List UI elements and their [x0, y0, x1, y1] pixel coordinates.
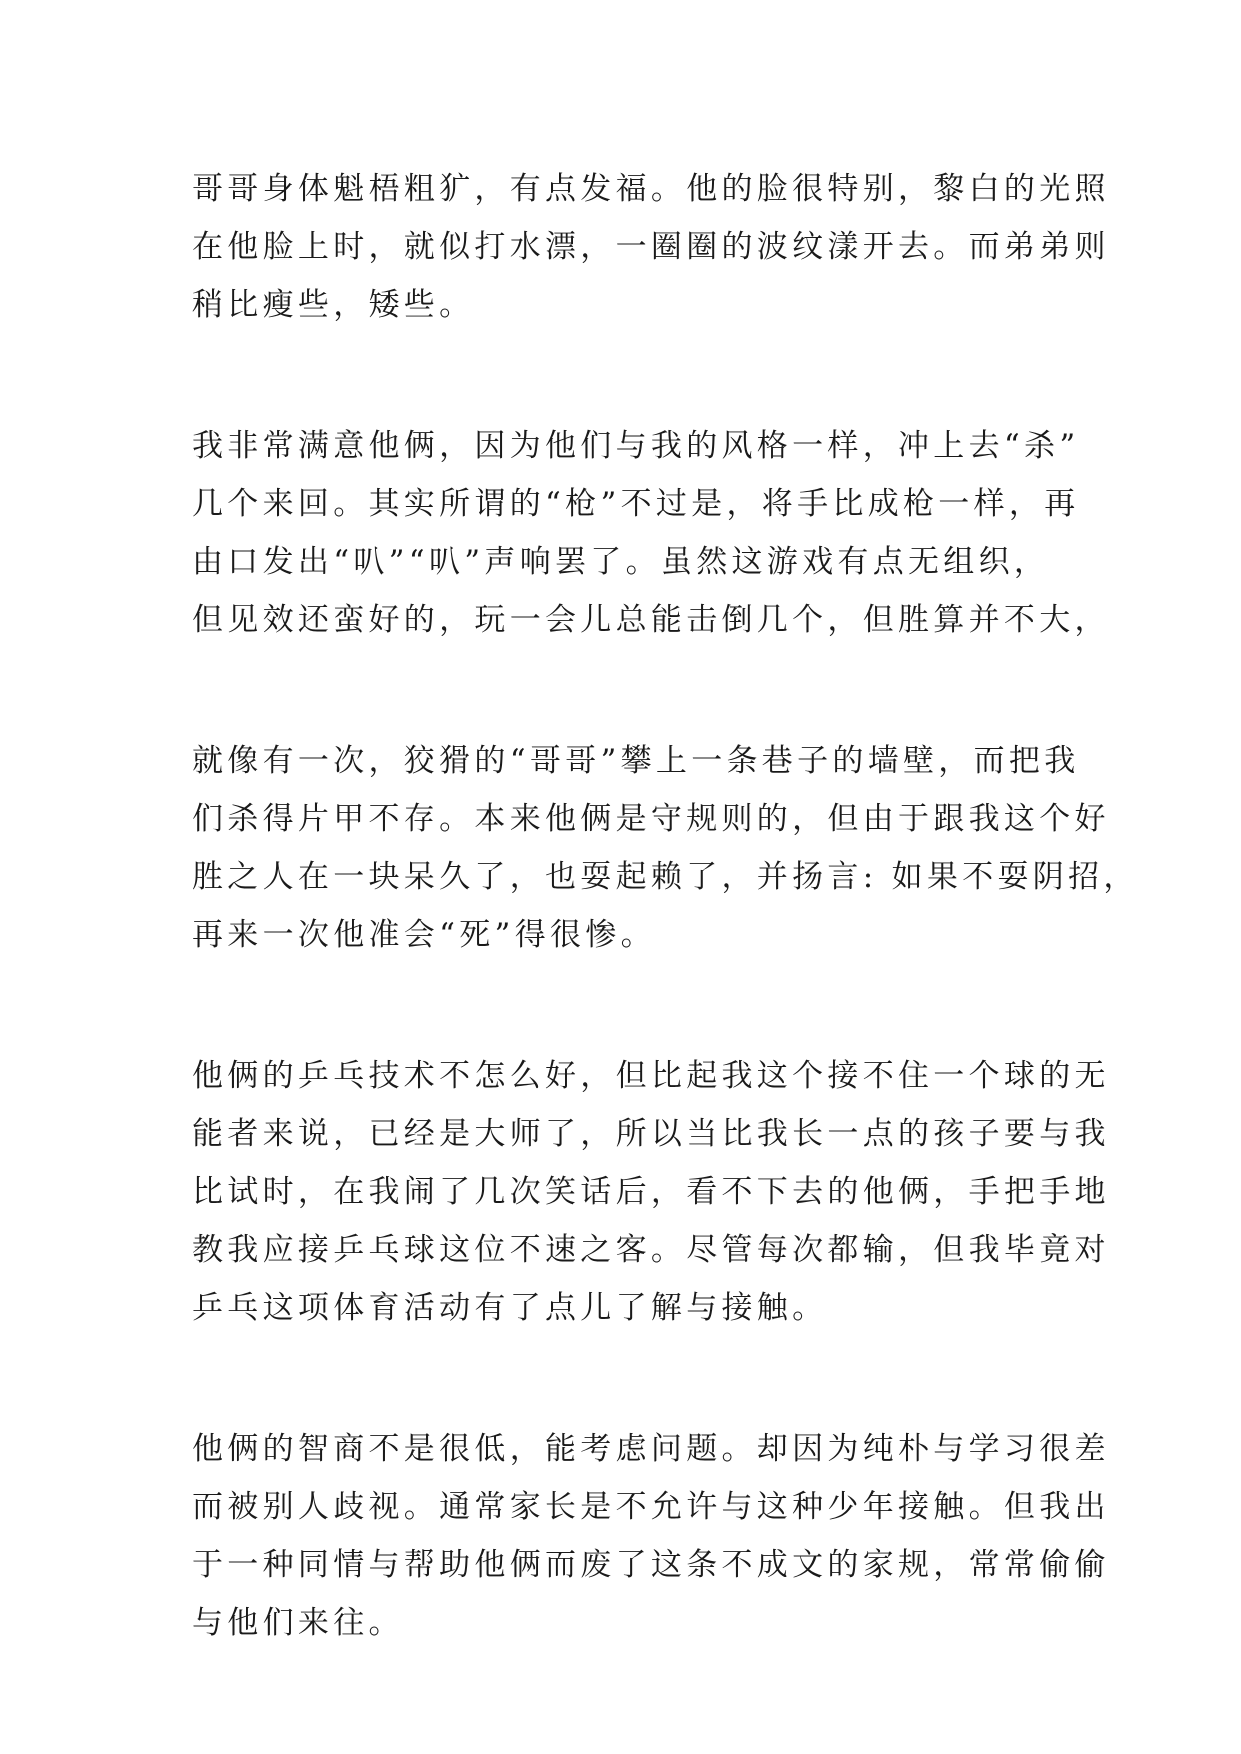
text-line: 就像有一次，狡猾的“哥哥”攀上一条巷子的墙壁，而把我: [192, 743, 1080, 779]
paragraph-5: [192, 1420, 1110, 1652]
text-line: 稍比瘦些，矮些。: [192, 287, 475, 323]
paragraph-3: [192, 732, 1139, 964]
text-line: 教我应接乒乓球这位不速之客。尽管每次都输，但我毕竟对: [192, 1232, 1110, 1268]
text-line: 哥哥身体魁梧粗犷，有点发福。他的脸很特别，黎白的光照: [192, 171, 1110, 207]
text-line: 几个来回。其实所谓的“枪”不过是，将手比成枪一样，再: [192, 486, 1080, 522]
text-line: 们杀得片甲不存。本来他俩是守规则的，但由于跟我这个好: [192, 801, 1110, 837]
text-line: 在他脸上时，就似打水漂，一圈圈的波纹漾开去。而弟弟则: [192, 229, 1110, 265]
text-line: 我非常满意他俩，因为他们与我的风格一样，冲上去“杀”: [192, 428, 1080, 464]
text-line: 比试时，在我闹了几次笑话后，看不下去的他俩，手把手地: [192, 1174, 1110, 1210]
paragraph-1: [192, 160, 1110, 334]
paragraph-4: [192, 1047, 1110, 1337]
text-line: 乒乓这项体育活动有了点儿了解与接触。: [192, 1290, 828, 1326]
document-body: [192, 160, 1139, 1735]
text-line: 但见效还蛮好的，玩一会儿总能击倒几个，但胜算并不大，: [192, 602, 1110, 638]
text-line: 于一种同情与帮助他俩而废了这条不成文的家规，常常偷偷: [192, 1547, 1110, 1583]
paragraph-2: [192, 417, 1110, 649]
text-line: 由口发出“叭”“叭”声响罢了。虽然这游戏有点无组织，: [192, 544, 1050, 580]
text-line: 他俩的乒乓技术不怎么好，但比起我这个接不住一个球的无: [192, 1058, 1110, 1094]
text-line: 再来一次他准会“死”得很惨。: [192, 917, 656, 953]
text-line: 而被别人歧视。通常家长是不允许与这种少年接触。但我出: [192, 1489, 1110, 1525]
text-line: 他俩的智商不是很低，能考虑问题。却因为纯朴与学习很差: [192, 1431, 1110, 1467]
text-line: 胜之人在一块呆久了，也耍起赖了，并扬言: 如果不耍阴招，: [192, 859, 1139, 895]
text-line: 与他们来往。: [192, 1605, 404, 1641]
text-line: 能者来说，已经是大师了，所以当比我长一点的孩子要与我: [192, 1116, 1110, 1152]
